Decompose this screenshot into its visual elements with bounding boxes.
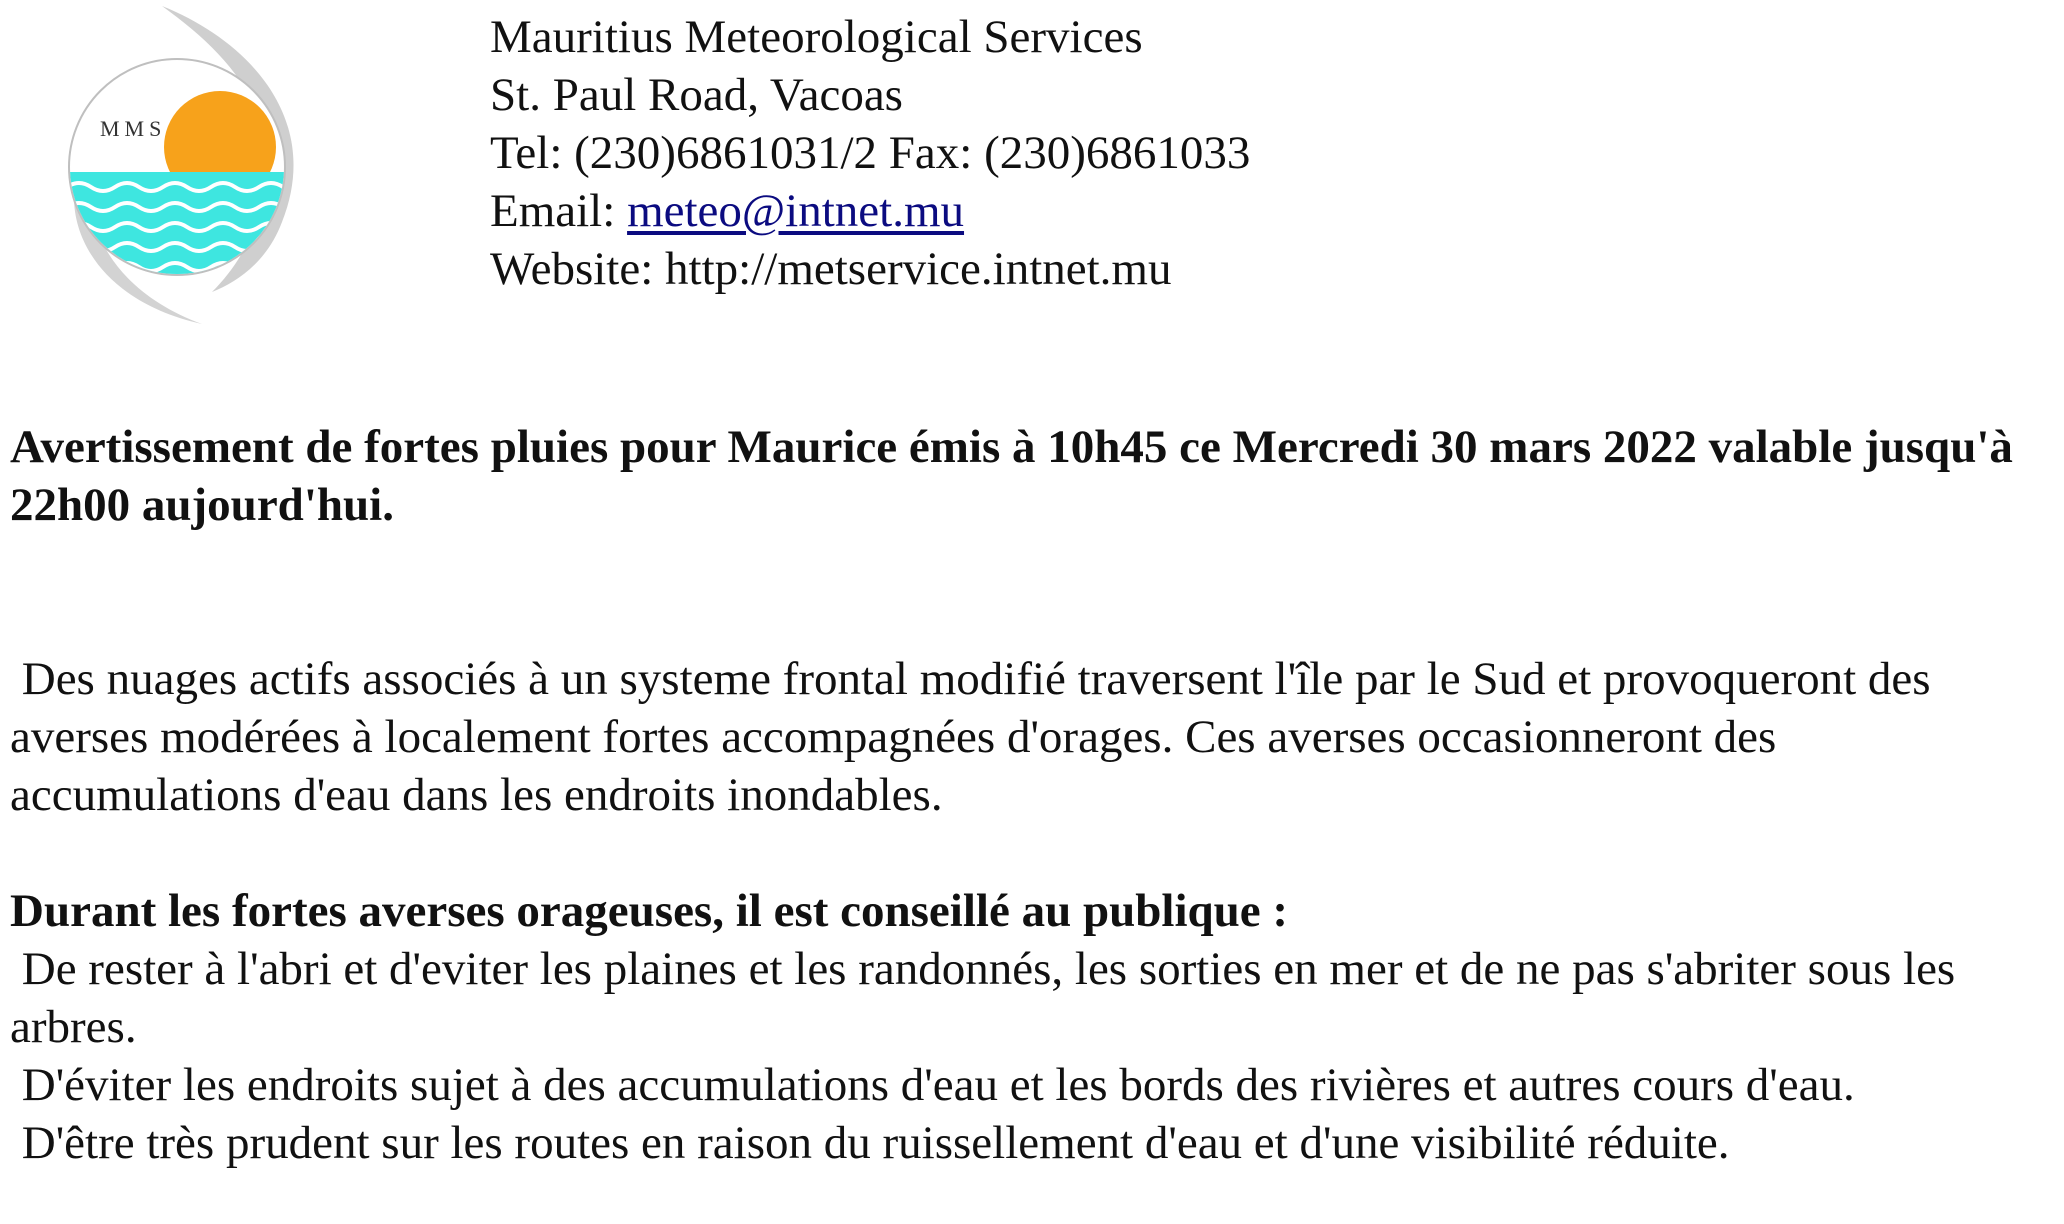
advice-heading: Durant les fortes averses orageuses, il est conseillé au publique : — [10, 885, 1289, 937]
advice-item: D'être très prudent sur les routes en raison du ruissellement d'eau et d'une visibilité réduite. — [10, 1117, 1730, 1169]
contact-header — [490, 8, 1250, 298]
warning-title: Avertissement de fortes pluies pour Maurice émis à 10h45 ce Mercredi 30 mars 2022 valable jusqu'à 22h00 aujourd'hui. — [10, 421, 2013, 531]
mms-logo — [62, 2, 312, 332]
advice-item: D'éviter les endroits sujet à des accumulations d'eau et les bords des rivières et autres cours d'eau. — [10, 1059, 1855, 1111]
bulletin-body — [10, 418, 2056, 1172]
spacer — [10, 534, 2056, 650]
email-row — [490, 182, 1250, 240]
email-link[interactable]: meteo@intnet.mu — [627, 185, 965, 237]
advice-item: De rester à l'abri et d'eviter les plaines et les randonnés, les sorties en mer et de ne pas s'abriter sous les arbres. — [10, 943, 1967, 1053]
website: Website: http://metservice.intnet.mu — [490, 243, 1172, 295]
phone-fax: Tel: (230)6861031/2 Fax: (230)6861033 — [490, 127, 1251, 179]
address: St. Paul Road, Vacoas — [490, 69, 903, 121]
mms-logo-graphic — [62, 2, 312, 332]
warning-description: Des nuages actifs associés à un systeme frontal modifié traversent l'île par le Sud et provoqueront des averses modérées à localement fortes accompagnées d'orages. Ces averses occasionneront des accumulations d'eau dans les endroits inondables. — [10, 653, 1943, 821]
email-label: Email: — [490, 185, 628, 237]
organization-name: Mauritius Meteorological Services — [490, 11, 1143, 63]
logo-text: MMS — [100, 116, 167, 141]
spacer — [10, 824, 2056, 882]
